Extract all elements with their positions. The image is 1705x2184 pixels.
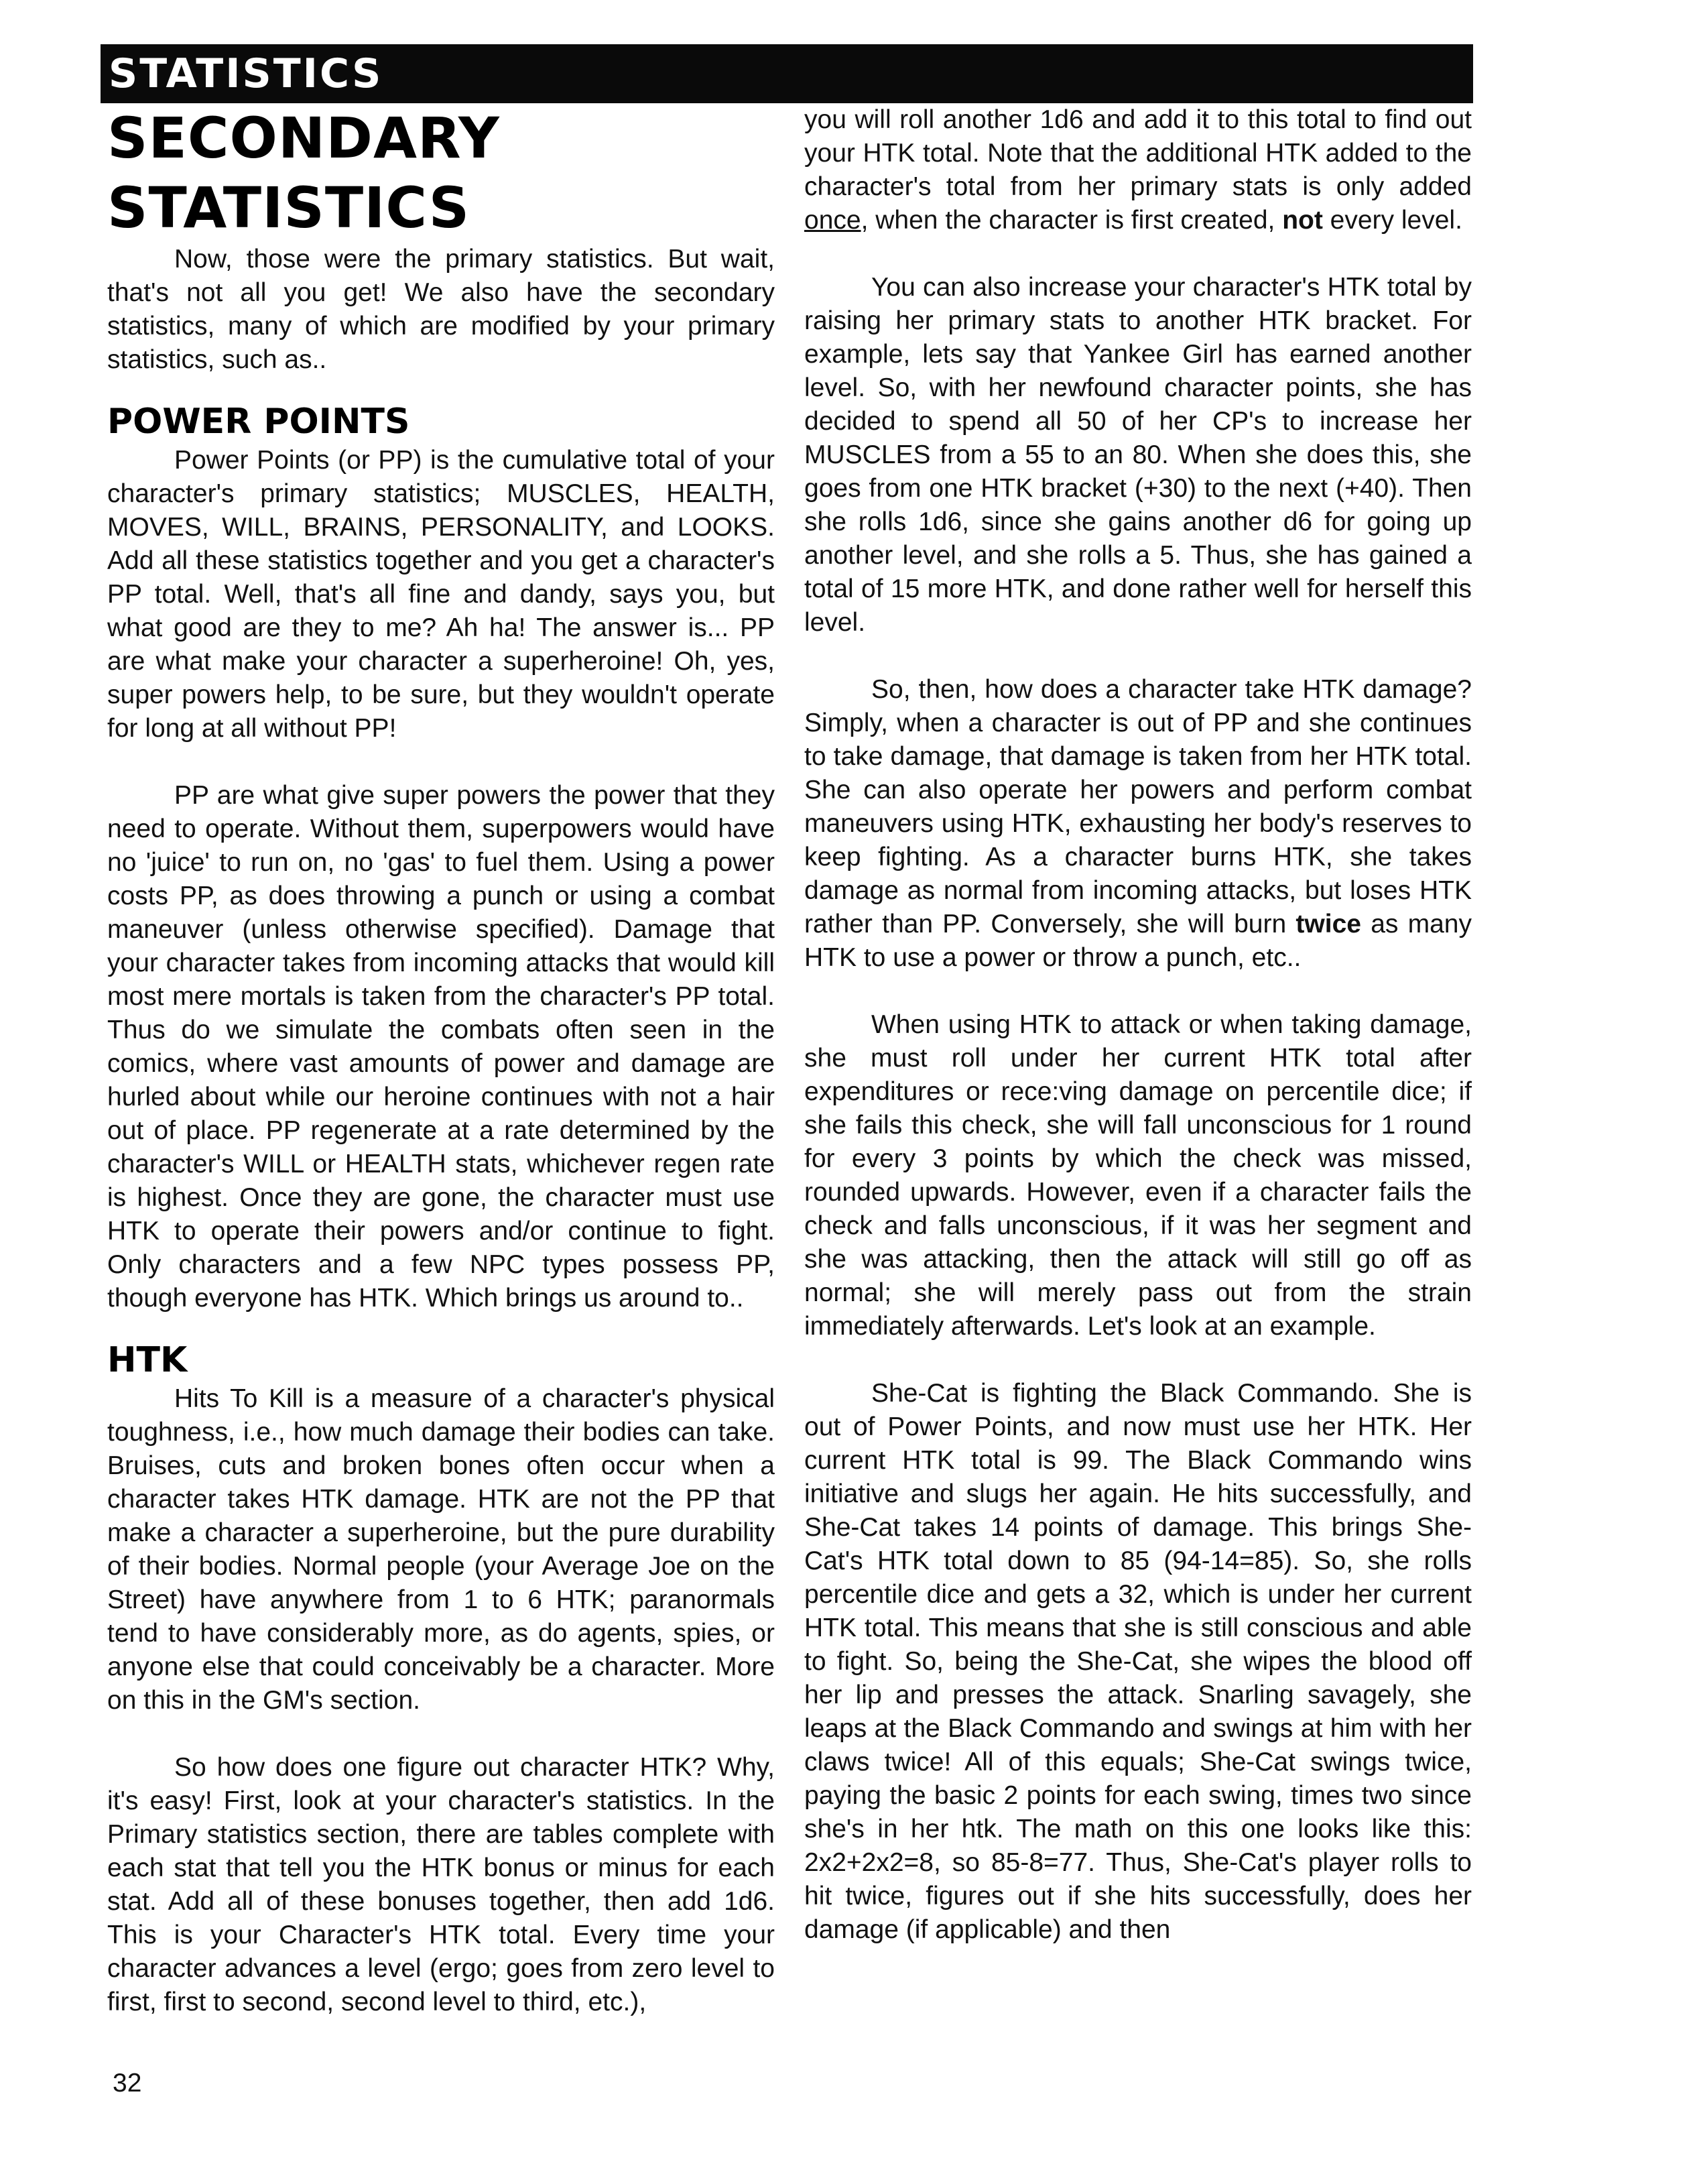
damage-paragraph [804, 673, 1472, 975]
damage-text-a: So, then, how does a character take HTK damage? Simply, when a character is out of PP and she continues to take damage, that damage is taken from her HTK total. She can also operate her powers and perform combat maneuvers using HTK, exhausting her body's reserves to keep fighting. As a character burns HTK, she takes damage as normal from incoming attacks, but loses HTK rather than PP. Conversely, she will burn [804, 675, 1472, 938]
example-paragraph: She-Cat is fighting the Black Commando. She is out of Power Points, and now must use her HTK. Her current HTK total is 99. The Black Commando wins initiative and slugs her again. He hits successfully, and She-Cat takes 14 points of damage. This brings She-Cat's HTK total down to 85 (94-14=85). So, she rolls percentile dice and gets a 32, which is under her current HTK total. This means that she is still conscious and able to fight. So, being the She-Cat, she wipes the blood off her lip and presses the attack. Snarling savagely, she leaps at the Black Commando and swings at him with her claws twice! All of this equals; She-Cat swings twice, paying the basic 2 points for each swing, times two since she's in her htk. The math on this one looks like this: 2x2+2x2=8, so 85-8=77. Thus, She-Cat's player rolls to hit twice, figures out if she hits successfully, does her damage (if applicable) and then [804, 1379, 1472, 1944]
right-column [804, 103, 1472, 1947]
power-points-paragraph-1: Power Points (or PP) is the cumulative total of your character's primary statistics; MUSCLES, HEALTH, MOVES, WILL, BRAINS, PERSONALITY, and LOOKS. Add all these statistics together and you get a character's PP total. Well, that's all fine and dandy, says you, but what good are they to me? Ah ha! The answer is... PP are what make your character a superheroine! Oh, yes, super powers help, to be sure, but they wouldn't operate for long at all without PP! [107, 446, 775, 743]
htk-heading: HTK [107, 1340, 188, 1380]
intro-paragraph: Now, those were the primary statistics. But wait, that's not all you get! We also have the secondary statistics, many of which are modified by your primary statistics, such as.. [107, 245, 775, 374]
htk-paragraph-2: So how does one figure out character HTK? Why, it's easy! First, look at your character's statistics. In the Primary statistics section, there are tables complete with each stat that tell you the HTK bonus or minus for each stat. Add all of these bonuses together, then add 1d6. This is your Character's HTK total. Every time your character advances a level (ergo; goes from zero level to first, first to second, second level to third, etc.), [107, 1753, 775, 2016]
emphasis-not: not [1282, 206, 1323, 235]
section-tab-label: STATISTICS [109, 50, 383, 97]
continued-text-c: every level. [1322, 206, 1462, 235]
power-points-paragraph-2: PP are what give super powers the power that they need to operate. Without them, superpowers would have no 'juice' to run on, no 'gas' to fuel them. Using a power costs PP, as does throwing a punch or using a combat maneuver (unless otherwise specified). Damage that your character takes from incoming attacks that would kill most mere mortals is taken from the character's PP total. Thus do we simulate the combats often seen in the comics, where vast amounts of power and damage are hurled about while our heroine continues with not a hair out of place. PP regenerate at a rate determined by the character's WILL or HEALTH stats, whichever regen rate is highest. Once they are gone, the character must use HTK to operate their powers and/or continue to fight. Only characters and a few NPC types possess PP, though everyone has HTK. Which brings us around to.. [107, 781, 775, 1313]
power-points-heading: POWER POINTS [107, 402, 410, 442]
bracket-paragraph: You can also increase your character's HTK total by raising her primary stats to another HTK bracket. For example, lets say that Yankee Girl has earned another level. So, with her newfound character points, she has decided to spend all 50 of her CP's to increase her MUSCLES from a 55 to an 80. When she does this, she goes from one HTK bracket (+30) to the next (+40). Then she rolls 1d6, since she gains another d6 for going up another level, and she rolls a 5. Thus, she has gained a total of 15 more HTK, and done rather well for herself this level. [804, 273, 1472, 637]
page-number: 32 [113, 2069, 142, 2098]
continued-text-b: , when the character is first created, [861, 206, 1283, 235]
page-title: SECONDARY STATISTICS [107, 105, 500, 241]
damage-text-b: as many HTK to use a power or throw a punch, etc.. [804, 910, 1472, 972]
emphasis-once: once [804, 206, 861, 235]
htk-paragraph-1: Hits To Kill is a measure of a character's physical toughness, i.e., how much damage their bodies can take. Bruises, cuts and broken bones often occur when a character takes HTK damage. HTK are not the PP that make a character a superheroine, but the pure durability of their bodies. Normal people (your Average Joe on the Street) have anywhere from 1 to 6 HTK; paranormals tend to have considerably more, as do agents, spies, or anyone else that could conceivably be a character. More on this in the GM's section. [107, 1384, 775, 1715]
left-column [107, 103, 775, 2019]
continued-paragraph [804, 103, 1472, 237]
emphasis-twice: twice [1296, 910, 1361, 938]
section-banner [101, 44, 1473, 103]
continued-text-a: you will roll another 1d6 and add it to this total to find out your HTK total. Note that the additional HTK added to the character's total from her primary stats is only added [804, 105, 1472, 201]
unconscious-paragraph: When using HTK to attack or when taking damage, she must roll under her current HTK total after expenditures or rece:ving damage on percentile dice; if she fails this check, she will fall unconscious for 1 round for every 3 points by which the check was missed, rounded upwards. However, even if a character fails the check and falls unconscious, if it was her segment and she was attacking, then the attack will still go off as normal; she will merely pass out from the strain immediately afterwards. Let's look at an example. [804, 1010, 1472, 1341]
